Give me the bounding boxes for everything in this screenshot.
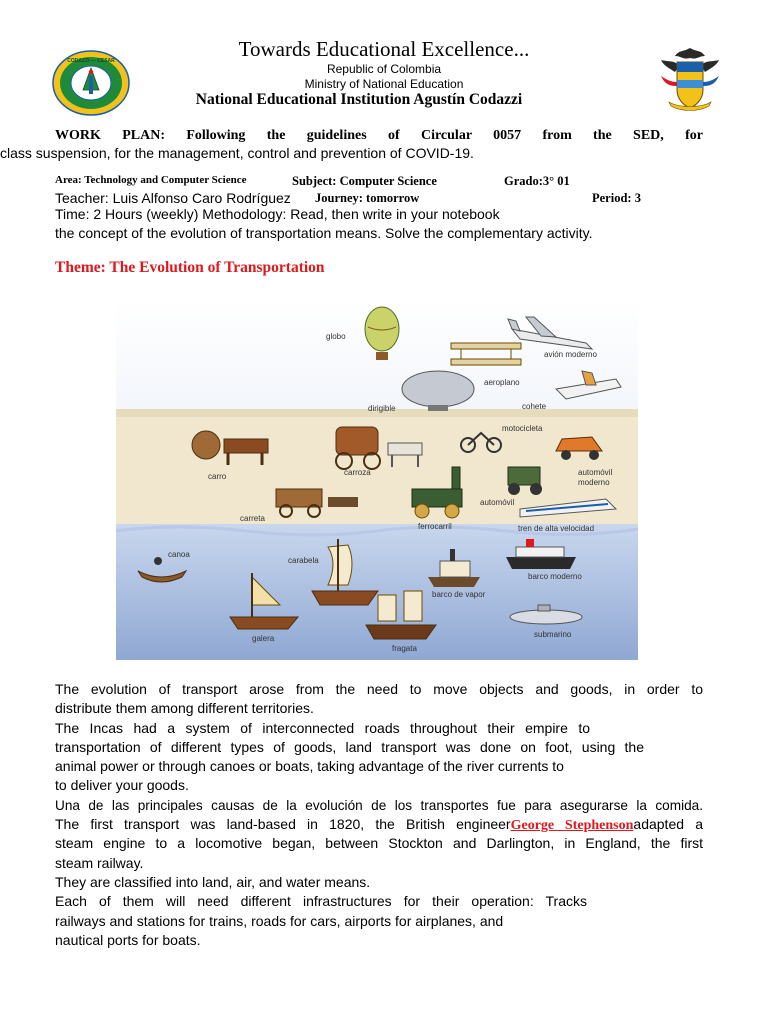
school-logo-text: CODAZZI — CESAR — [67, 58, 115, 64]
document-title: Towards Educational Excellence... — [238, 37, 530, 61]
label-automovil-moderno-2: moderno — [578, 478, 610, 487]
body-line-11: They are classified into land, air, and water means. — [55, 873, 371, 890]
body-text — [55, 680, 703, 950]
republic-line: Republic of Colombia — [326, 62, 442, 76]
label-fragata: fragata — [392, 644, 417, 653]
transportation-evolution-image — [116, 299, 638, 660]
body-line-3: The Incas had a system of interconnected roads throughout their empire to — [55, 719, 590, 736]
label-submarino: submarino — [534, 630, 572, 639]
journey-label: Journey: tomorrow — [315, 191, 420, 205]
concept-line: the concept of the evolution of transportation means. Solve the complementary activity. — [55, 225, 593, 241]
body-line-14: nautical ports for boats. — [55, 931, 201, 948]
body-line-1: The evolution of transport arose from the need to move objects and goods, in order to — [55, 681, 703, 697]
ministry-line: Ministry of National Education — [304, 77, 464, 91]
body-line-8 — [55, 815, 703, 834]
coat-of-arms-icon — [655, 46, 725, 112]
body-line-9: steam engine to a locomotive began, between Stockton and Darlington, in England, the first — [55, 835, 703, 852]
label-barco-moderno: barco moderno — [528, 572, 582, 581]
label-motocicleta: motocicleta — [502, 424, 543, 433]
grade-label: Grado:3° 01 — [504, 174, 570, 188]
label-carro: carro — [208, 472, 227, 481]
label-automovil-moderno: automóvil — [578, 468, 613, 477]
label-cohete: cohete — [522, 402, 547, 411]
body-line-8-start: The first transport was land-based in 1820, the British engineer — [55, 816, 511, 833]
label-aeroplano: aeroplano — [484, 378, 520, 387]
body-line-7: Una de las principales causas de la evolución de los transportes fue para asegurarse la comida. — [55, 797, 703, 813]
label-globo: globo — [326, 332, 346, 341]
label-ferrocarril: ferrocarril — [418, 522, 452, 531]
period-label: Period: 3 — [592, 191, 641, 205]
body-line-8-end: adapted a — [633, 816, 703, 833]
work-plan-line-2: class suspension, for the management, control and prevention of COVID-19. — [0, 145, 474, 161]
body-line-6: to deliver your goods. — [55, 777, 189, 794]
label-tren: tren de alta velocidad — [518, 524, 595, 533]
institution-name: National Educational Institution Agustín Codazzi — [195, 91, 523, 108]
label-dirigible: dirigible — [368, 404, 396, 413]
label-barco-vapor: barco de vapor — [432, 590, 486, 599]
body-line-5: animal power or through canoes or boats, taking advantage of the river currents to — [55, 758, 564, 775]
body-line-13: railways and stations for trains, roads for cars, airports for airplanes, and — [55, 912, 504, 929]
body-line-2: distribute them among different territories. — [55, 700, 314, 717]
theme-title: Theme: The Evolution of Transportation — [55, 259, 325, 276]
body-line-10: steam railway. — [55, 854, 144, 871]
label-carroza: carroza — [344, 468, 371, 477]
work-plan-line-1 — [55, 126, 703, 145]
body-line-4: transportation of different types of goods, land transport was done on foot, using the — [55, 738, 644, 755]
label-avion: avión moderno — [544, 350, 597, 359]
work-plan-text-1: WORK PLAN: Following the guidelines of Circular 0057 from the SED, for — [55, 128, 703, 143]
body-line-12: Each of them will need different infrastructures for their operation: Tracks — [55, 893, 587, 910]
label-automovil: automóvil — [480, 498, 515, 507]
area-label: Area: Technology and Computer Science — [55, 174, 247, 186]
time-methodology-line: Time: 2 Hours (weekly) Methodology: Read, then write in your notebook — [55, 206, 500, 222]
george-stephenson-link: George Stephenson — [510, 818, 634, 834]
label-carabela: carabela — [288, 556, 319, 565]
label-carreta: carreta — [240, 514, 265, 523]
teacher-label: Teacher: Luis Alfonso Caro Rodríguez — [55, 190, 291, 206]
school-logo — [52, 50, 130, 116]
subject-label: Subject: Computer Science — [292, 174, 437, 188]
label-canoa: canoa — [168, 550, 190, 559]
label-galera: galera — [252, 634, 275, 643]
